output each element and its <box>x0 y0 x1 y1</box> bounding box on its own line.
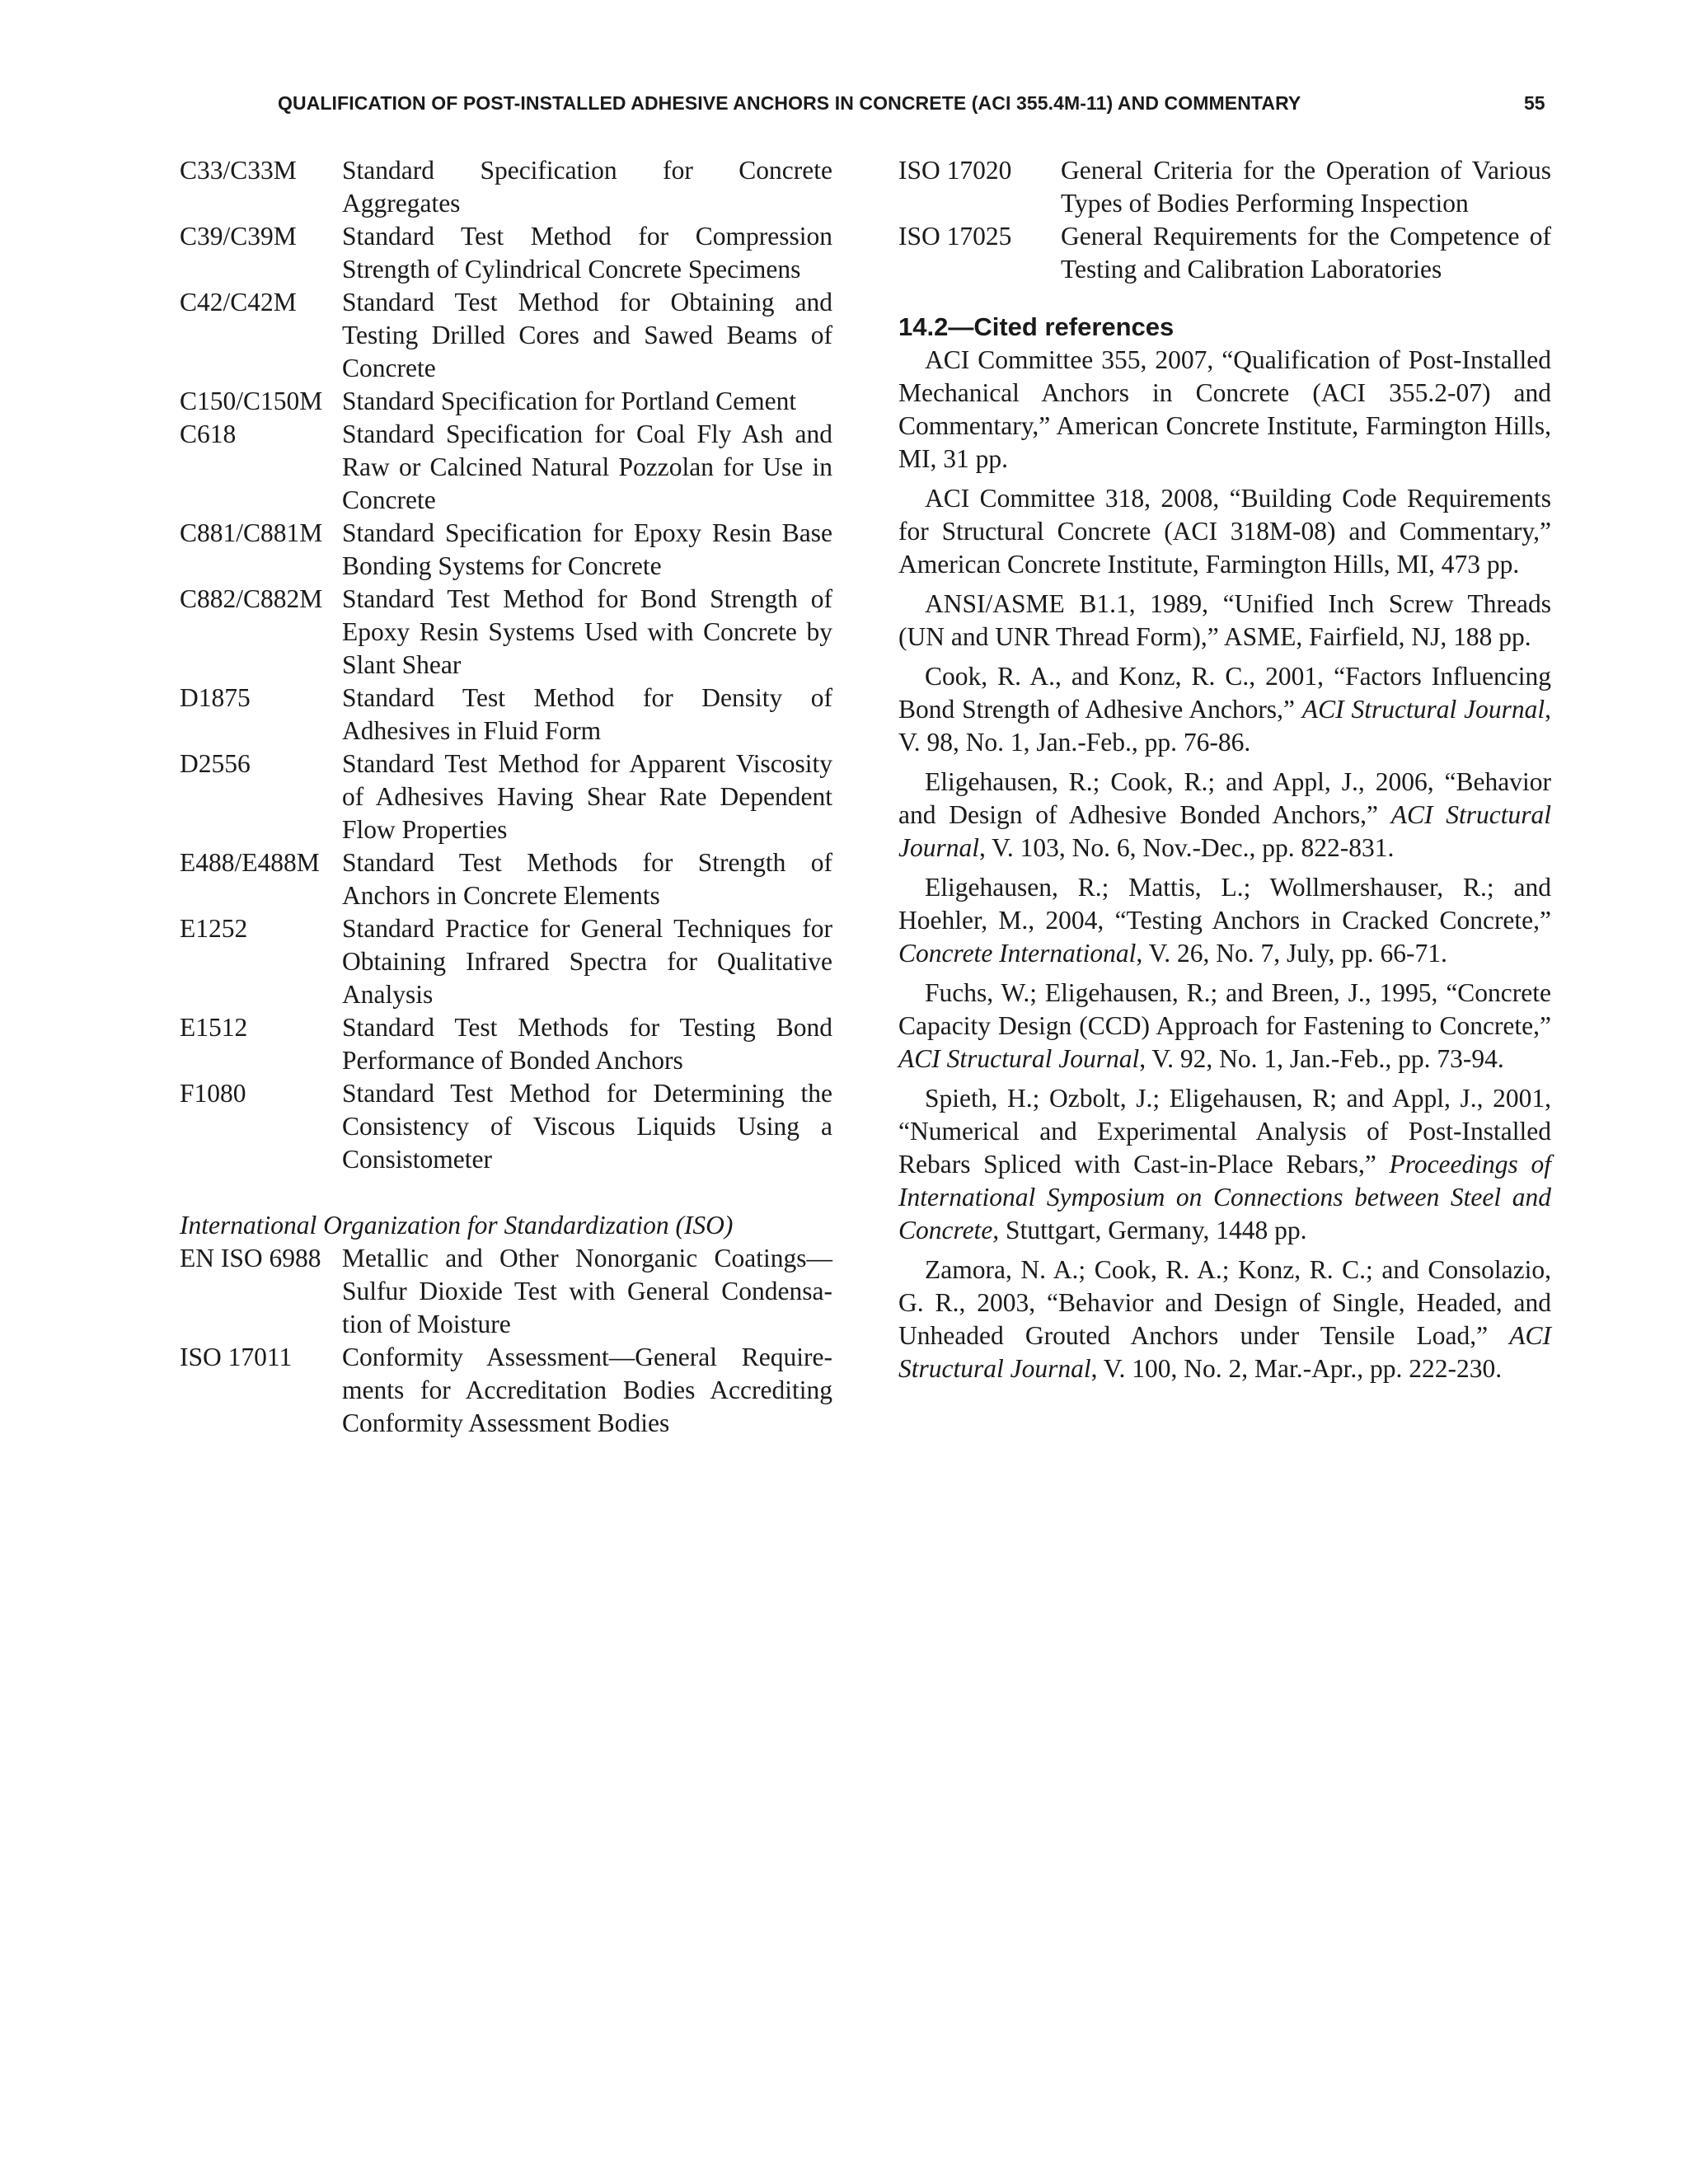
standard-entry <box>180 517 832 583</box>
standard-description: Standard Specification for Epoxy Resin Base Bonding Systems for Concrete <box>342 518 832 580</box>
right-column <box>898 154 1551 1392</box>
standard-description: Standard Test Method for Apparent Viscosity of Adhesives Having Shear Rate Dependent Flow Properties <box>342 749 832 844</box>
reference-entry <box>898 482 1551 581</box>
standard-description: Standard Specification for Coal Fly Ash and Raw or Calcined Natural Pozzolan for Use in Concrete <box>342 419 832 514</box>
iso-heading: International Organization for Standardization (ISO) <box>180 1211 734 1240</box>
standard-entry <box>180 418 832 517</box>
reference-text: , V. 98, No. 1, Jan.-Feb., pp. 76-86. <box>898 695 1551 757</box>
reference-text: Fuchs, W.; Eligehausen, R.; and Breen, J., 1995, “Concrete Capacity Design (CCD) Approach for Fastening to Concrete,” <box>898 978 1551 1040</box>
standard-entry <box>180 583 832 682</box>
standard-code: E1252 <box>180 914 248 943</box>
reference-text: Eligehausen, R.; Mattis, L.; Wollmershauser, R.; and Hoehler, M., 2004, “Testing Anchors in Cracked Concrete,” <box>898 873 1551 935</box>
reference-text: , V. 100, No. 2, Mar.-Apr., pp. 222-230. <box>1090 1354 1503 1383</box>
reference-entry <box>898 344 1551 476</box>
reference-text: Zamora, N. A.; Cook, R. A.; Konz, R. C.; and Consolazio, G. R., 2003, “Behavior and Design of Single, Headed, and Unheaded Grouted Anchors under Tensile Load,” <box>898 1255 1551 1350</box>
standard-entry <box>180 748 832 846</box>
standard-description: Standard Test Methods for Testing Bond Performance of Bonded Anchors <box>342 1013 832 1075</box>
reference-entry <box>898 766 1551 865</box>
standard-code: ISO 17020 <box>898 156 1012 185</box>
standard-code: EN ISO 6988 <box>180 1244 321 1272</box>
reference-entry <box>898 871 1551 970</box>
page-number: 55 <box>1524 92 1545 114</box>
reference-journal: Proceedings of International Symposium on Connections between Steel and Concrete, <box>898 1150 1551 1244</box>
reference-text: , V. 103, No. 6, Nov.-Dec., pp. 822-831. <box>979 833 1395 862</box>
standard-entry <box>898 220 1551 286</box>
standard-entry <box>180 1341 832 1440</box>
standard-code: C150/C150M <box>180 387 323 415</box>
reference-text: Eligehausen, R.; Cook, R.; and Appl, J., 2006, “Behavior and Design of Adhesive Bonded Anchors,” <box>898 767 1551 829</box>
standard-description: Standard Test Method for Bond Strength of Epoxy Resin Systems Used with Concrete by Slant Shear <box>342 584 832 679</box>
reference-entry <box>898 588 1551 654</box>
iso-standards-list-right <box>898 154 1551 286</box>
standard-code: C33/C33M <box>180 156 297 185</box>
standard-description: Standard Test Method for Compression Strength of Cylindrical Concrete Specimens <box>342 222 832 284</box>
iso-standards-list-left <box>180 1242 832 1440</box>
running-header <box>0 92 1688 125</box>
standard-description: Conformity Assessment—General Require-ments for Accreditation Bodies Accrediting Conformity Assessment Bodies <box>342 1343 832 1437</box>
reference-journal: Concrete International <box>898 939 1137 968</box>
standard-entry <box>180 385 832 418</box>
standard-description: General Requirements for the Competence of Testing and Calibration Laboratories <box>1061 222 1551 284</box>
standard-description: Standard Test Method for Density of Adhesives in Fluid Form <box>342 683 832 745</box>
standard-entry <box>180 154 832 220</box>
reference-entry <box>898 1254 1551 1385</box>
standard-description: Standard Practice for General Techniques for Obtaining Infrared Spectra for Qualitative Analysis <box>342 914 832 1009</box>
reference-journal: ACI Structural Journal <box>898 1044 1140 1073</box>
standard-entry <box>898 154 1551 220</box>
standard-entry <box>180 682 832 748</box>
standard-entry <box>180 846 832 912</box>
standard-description: Standard Test Methods for Strength of Anchors in Concrete Elements <box>342 848 832 910</box>
astm-standards-list <box>180 154 832 1176</box>
standard-code: C42/C42M <box>180 288 297 316</box>
standard-description: Standard Specification for Portland Cement <box>342 387 797 415</box>
reference-entry <box>898 1082 1551 1247</box>
reference-text: ACI Committee 318, 2008, “Building Code Requirements for Structural Concrete (ACI 318M-08) and Commentary,” American Concrete Institute, Farmington Hills, MI, 473 pp. <box>898 484 1551 579</box>
standard-code: C882/C882M <box>180 584 323 613</box>
reference-text: Stuttgart, Germany, 1448 pp. <box>999 1216 1307 1244</box>
cited-references-heading: 14.2—Cited references <box>898 312 1175 341</box>
reference-journal: ACI Structural Journal <box>1301 695 1545 724</box>
standard-code: D2556 <box>180 749 251 778</box>
reference-entry <box>898 977 1551 1076</box>
standard-code: ISO 17025 <box>898 222 1012 251</box>
reference-text: ACI Committee 355, 2007, “Qualification of Post-Installed Mechanical Anchors in Concrete (ACI 355.2-07) and Commentary,” American Concrete Institute, Farmington Hills, MI, 31 pp. <box>898 345 1551 473</box>
standard-entry <box>180 1011 832 1077</box>
standard-entry <box>180 1242 832 1341</box>
standard-entry <box>180 286 832 385</box>
standard-code: E488/E488M <box>180 848 320 877</box>
left-column <box>180 154 832 1440</box>
standard-entry <box>180 1077 832 1176</box>
standard-entry <box>180 912 832 1011</box>
reference-text: , V. 26, No. 7, July, pp. 66-71. <box>1136 939 1447 968</box>
header-title: QUALIFICATION OF POST-INSTALLED ADHESIVE ANCHORS IN CONCRETE (ACI 355.4M-11) AND COMMENTARY <box>278 92 1301 114</box>
reference-entry <box>898 660 1551 759</box>
standard-description: Standard Test Method for Determining the Consistency of Viscous Liquids Using a Consistometer <box>342 1079 832 1174</box>
standard-code: F1080 <box>180 1079 246 1108</box>
standard-entry <box>180 220 832 286</box>
reference-text: ANSI/ASME B1.1, 1989, “Unified Inch Screw Threads (UN and UNR Thread Form),” ASME, Fairfield, NJ, 188 pp. <box>898 589 1551 651</box>
references-list <box>898 344 1551 1385</box>
standard-description: General Criteria for the Operation of Various Types of Bodies Performing Inspection <box>1061 156 1551 218</box>
standard-code: E1512 <box>180 1013 248 1042</box>
standard-code: C618 <box>180 419 237 448</box>
reference-journal: ACI Structural Journal <box>898 1321 1551 1383</box>
reference-journal: ACI Structural Journal <box>898 800 1551 862</box>
reference-text: Spieth, H.; Ozbolt, J.; Eligehausen, R; and Appl, J., 2001, “Numerical and Experimental Analysis of Post-Installed Rebars Spliced with Cast-in-Place Rebars,” <box>898 1084 1551 1179</box>
standard-code: D1875 <box>180 683 251 712</box>
standard-code: C881/C881M <box>180 518 323 547</box>
standard-description: Standard Specification for Concrete Aggregates <box>342 156 832 218</box>
standard-code: ISO 17011 <box>180 1343 293 1371</box>
reference-text: Cook, R. A., and Konz, R. C., 2001, “Factors Influencing Bond Strength of Adhesive Anchors,” <box>898 662 1551 724</box>
reference-text: , V. 92, No. 1, Jan.-Feb., pp. 73-94. <box>1139 1044 1504 1073</box>
standard-description: Metallic and Other Nonorganic Coatings—Sulfur Dioxide Test with General Condensa-tion of Moisture <box>342 1244 832 1338</box>
standard-code: C39/C39M <box>180 222 297 251</box>
standard-description: Standard Test Method for Obtaining and Testing Drilled Cores and Sawed Beams of Concrete <box>342 288 832 382</box>
